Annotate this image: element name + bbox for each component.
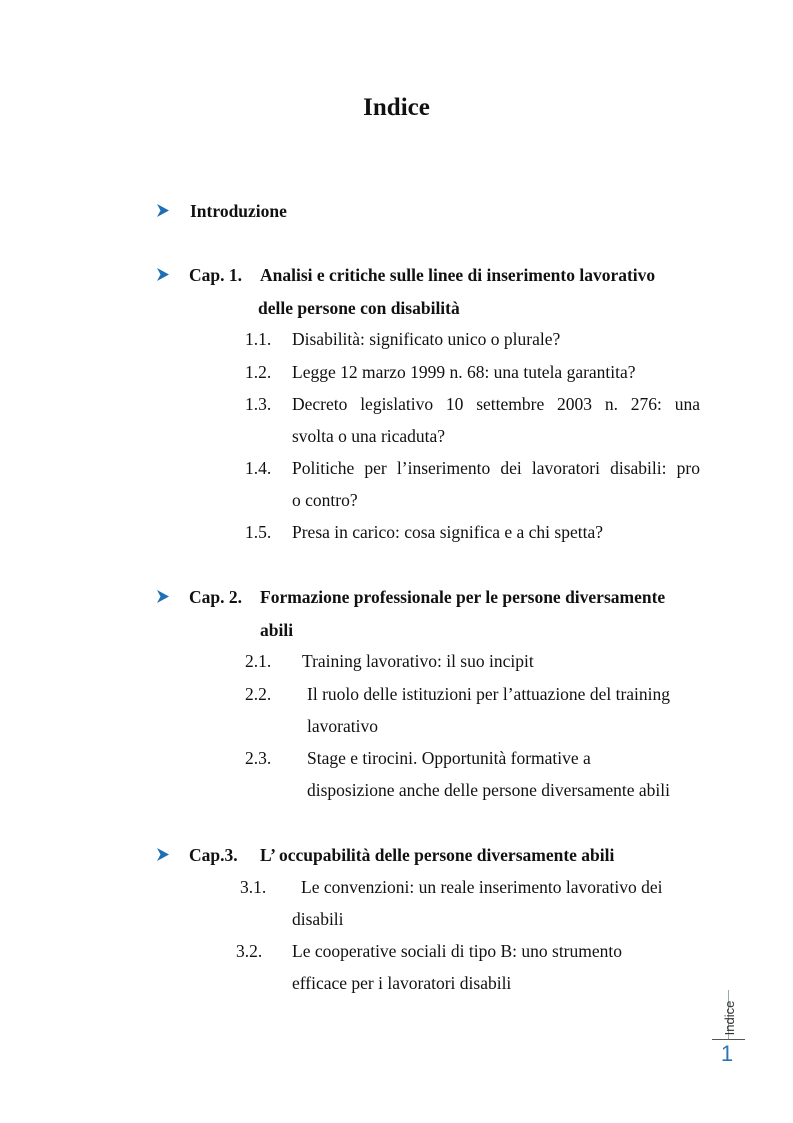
section-title[interactable]: Politiche per l’inserimento dei lavoratori disabili: pro <box>292 458 700 478</box>
arrow-bullet-icon <box>157 590 169 603</box>
chapter-number: Cap. 2. <box>189 587 242 607</box>
section-title[interactable]: Legge 12 marzo 1999 n. 68: una tutela garantita? <box>292 362 636 382</box>
section-number: 1.2. <box>245 362 272 382</box>
section-title-continued[interactable]: efficace per i lavoratori disabili <box>292 973 512 993</box>
section-number: 3.2. <box>236 941 263 961</box>
section-title-continued[interactable]: disposizione anche delle persone diversamente abili <box>307 780 670 800</box>
chapter-title-continued[interactable]: abili <box>260 620 294 640</box>
section-title[interactable]: Il ruolo delle istituzioni per l’attuazione del training <box>307 684 671 704</box>
footer-divider <box>712 1039 745 1040</box>
section-number: 2.1. <box>245 651 272 671</box>
section-title[interactable]: Le convenzioni: un reale inserimento lavorativo dei <box>301 877 663 897</box>
section-title-continued[interactable]: o contro? <box>292 490 358 510</box>
chapter-title[interactable]: Formazione professionale per le persone diversamente <box>260 587 666 607</box>
toc-entry-introduzione[interactable]: Introduzione <box>190 201 287 221</box>
arrow-bullet-icon <box>157 268 169 281</box>
section-number: 2.3. <box>245 748 272 768</box>
section-number: 1.5. <box>245 522 272 542</box>
chapter-title-continued[interactable]: delle persone con disabilità <box>258 298 460 318</box>
section-title[interactable]: Decreto legislativo 10 settembre 2003 n. 276: una <box>292 394 700 414</box>
section-number: 1.4. <box>245 458 272 478</box>
section-title[interactable]: Le cooperative sociali di tipo B: uno strumento <box>292 941 622 961</box>
page-title: Indice <box>363 94 430 121</box>
section-number: 3.1. <box>240 877 267 897</box>
footer-section-label: Indice <box>722 1000 737 1036</box>
arrow-bullet-icon <box>157 848 169 861</box>
section-title-continued[interactable]: lavorativo <box>307 716 378 736</box>
section-title[interactable]: Stage e tirocini. Opportunità formative a <box>307 748 591 768</box>
chapter-number: Cap. 1. <box>189 265 242 285</box>
section-title[interactable]: Training lavorativo: il suo incipit <box>302 651 534 671</box>
section-title-continued[interactable]: disabili <box>292 909 344 929</box>
section-title[interactable]: Presa in carico: cosa significa e a chi spetta? <box>292 522 603 542</box>
chapter-title[interactable]: Analisi e critiche sulle linee di inserimento lavorativo <box>260 265 656 285</box>
arrow-bullet-icon <box>157 204 169 217</box>
page-number: 1 <box>720 1041 734 1066</box>
chapter-title[interactable]: L’ occupabilità delle persone diversamente abili <box>260 845 615 865</box>
section-number: 2.2. <box>245 684 272 704</box>
section-number: 1.1. <box>245 329 272 349</box>
section-number: 1.3. <box>245 394 272 414</box>
chapter-number: Cap.3. <box>189 845 238 865</box>
section-title[interactable]: Disabilità: significato unico o plurale? <box>292 329 561 349</box>
section-title-continued[interactable]: svolta o una ricaduta? <box>292 426 446 446</box>
